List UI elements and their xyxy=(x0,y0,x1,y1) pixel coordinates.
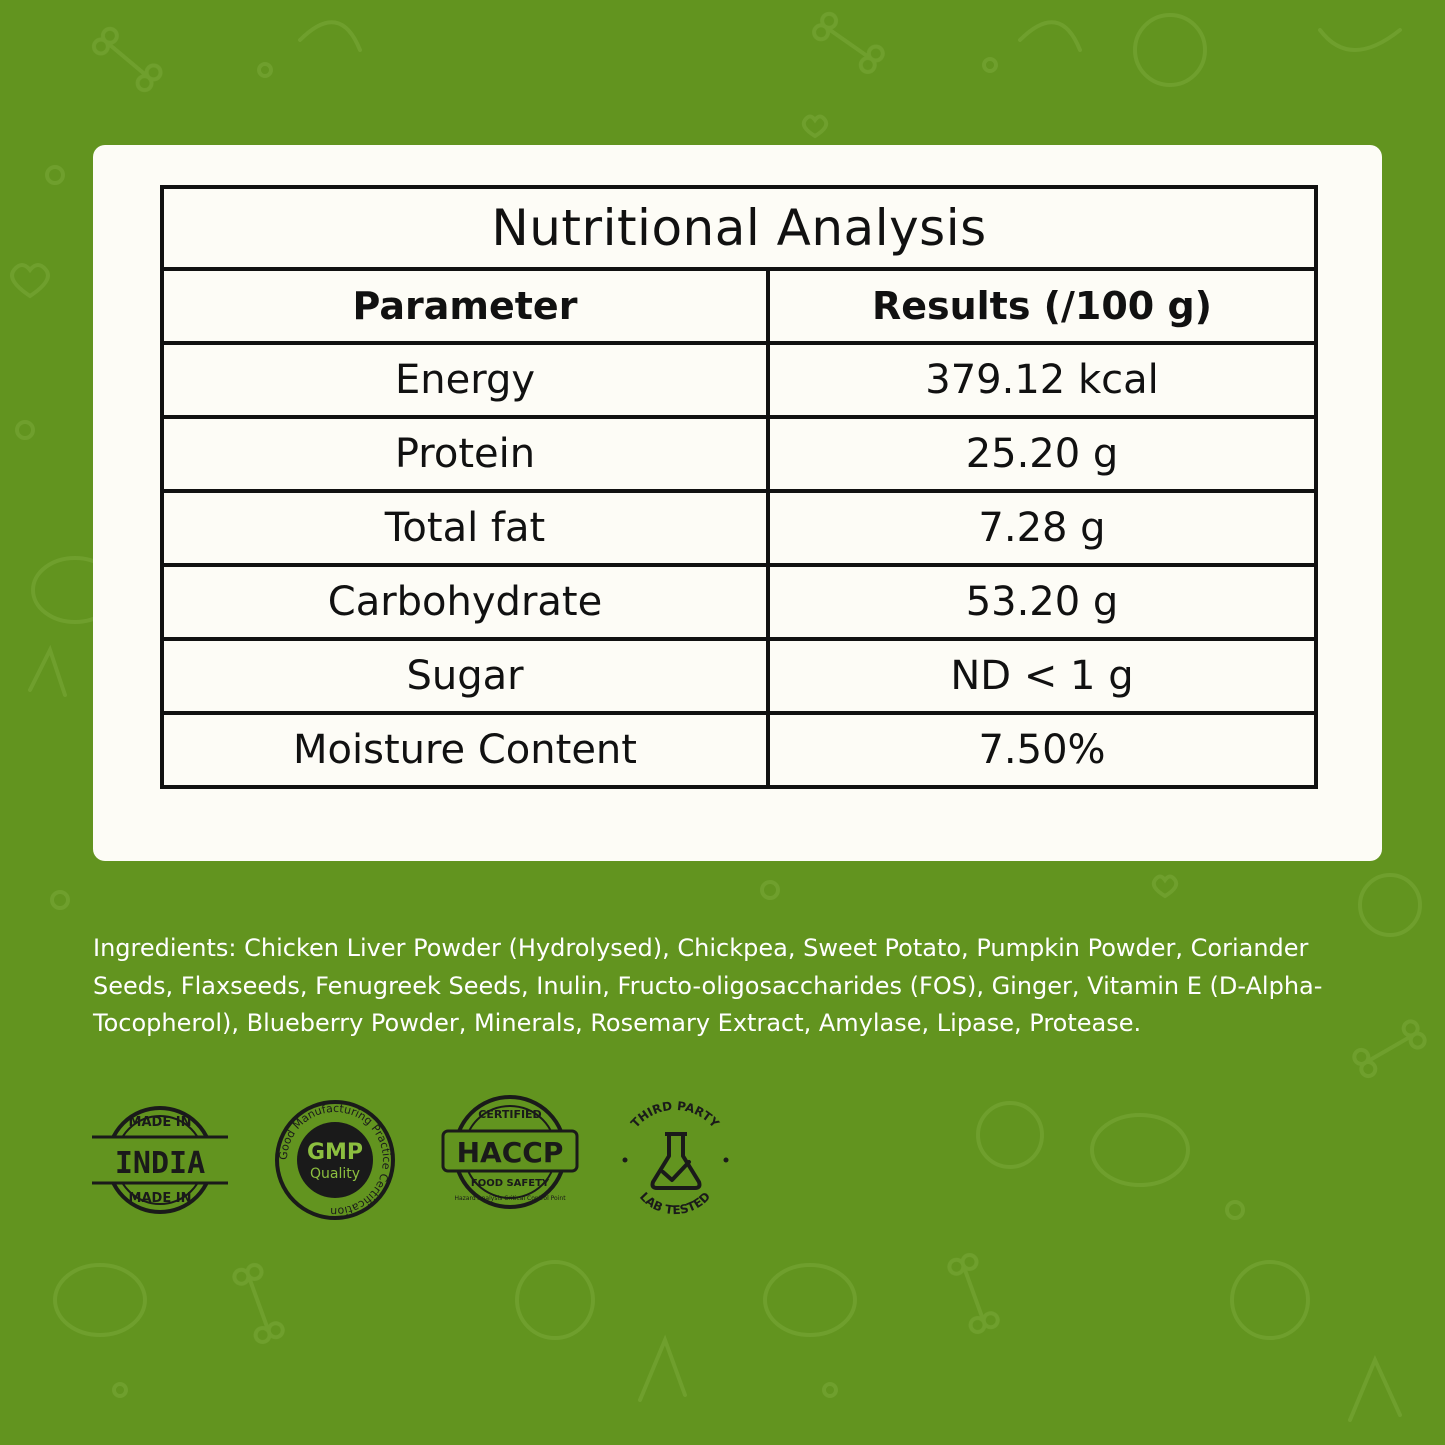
gmp-quality-badge xyxy=(263,1090,408,1230)
result-cell: 7.28 g xyxy=(768,491,1316,565)
badge-gmp-ring: Good Manufacturing Practice Certification xyxy=(276,1101,394,1219)
nutrition-table xyxy=(160,185,1318,789)
result-cell: 7.50% xyxy=(768,713,1316,787)
bone-icon xyxy=(232,1263,284,1344)
bone-icon xyxy=(811,11,885,75)
bone-icon xyxy=(947,1253,999,1334)
result-cell: 25.20 g xyxy=(768,417,1316,491)
table-title: Nutritional Analysis xyxy=(162,187,1316,269)
result-cell: ND < 1 g xyxy=(768,639,1316,713)
result-cell: 53.20 g xyxy=(768,565,1316,639)
haccp-badge xyxy=(438,1090,583,1230)
svg-text:THIRD PARTY xyxy=(628,1099,722,1131)
header-parameter: Parameter xyxy=(162,269,768,343)
badge-haccp-top: CERTIFIED xyxy=(478,1108,542,1121)
table-row xyxy=(162,343,1316,417)
made-in-india-badge xyxy=(88,1090,233,1230)
parameter-cell: Total fat xyxy=(162,491,768,565)
badge-haccp-sub: FOOD SAFETY xyxy=(470,1178,550,1189)
parameter-cell: Carbohydrate xyxy=(162,565,768,639)
table-title-row xyxy=(162,187,1316,269)
header-results: Results (/100 g) xyxy=(768,269,1316,343)
parameter-cell: Energy xyxy=(162,343,768,417)
badge-gmp-line2: Quality xyxy=(309,1166,361,1182)
badge-india-middle: INDIA xyxy=(114,1146,206,1181)
flask-check-icon xyxy=(653,1134,700,1188)
badge-india-bottom: MADE IN xyxy=(128,1191,192,1206)
table-header-row xyxy=(162,269,1316,343)
badge-india-top: MADE IN xyxy=(128,1115,192,1130)
result-cell: 379.12 kcal xyxy=(768,343,1316,417)
table-row xyxy=(162,491,1316,565)
table-row xyxy=(162,417,1316,491)
badge-lab-top: THIRD PARTY xyxy=(628,1098,722,1131)
svg-text:LAB TESTED xyxy=(637,1189,713,1217)
parameter-cell: Sugar xyxy=(162,639,768,713)
badge-lab-bottom: LAB TESTED xyxy=(636,1189,714,1218)
certification-badges xyxy=(88,1090,748,1230)
parameter-cell: Moisture Content xyxy=(162,713,768,787)
table-row xyxy=(162,565,1316,639)
table-row xyxy=(162,713,1316,787)
badge-haccp-middle: HACCP xyxy=(456,1136,564,1169)
lab-tested-badge xyxy=(603,1090,748,1230)
badge-gmp-line1: GMP xyxy=(306,1140,364,1165)
parameter-cell: Protein xyxy=(162,417,768,491)
bone-icon xyxy=(91,26,163,93)
ingredients-text: Ingredients: Chicken Liver Powder (Hydrolysed), Chickpea, Sweet Potato, Pumpkin Powder, Coriander Seeds, Flaxseeds, Fenugreek Seeds, Inulin, Fructo-oligosaccharides (FOS), Ginger, Vitamin E (D-Alpha-Tocopherol), Blueberry Powder, Minerals, Rosemary Extract, Amylase, Lipase, Protease. xyxy=(93,934,1323,1037)
badge-haccp-ring: Hazard Analysis Critical Control Point xyxy=(454,1195,566,1202)
table-row xyxy=(162,639,1316,713)
